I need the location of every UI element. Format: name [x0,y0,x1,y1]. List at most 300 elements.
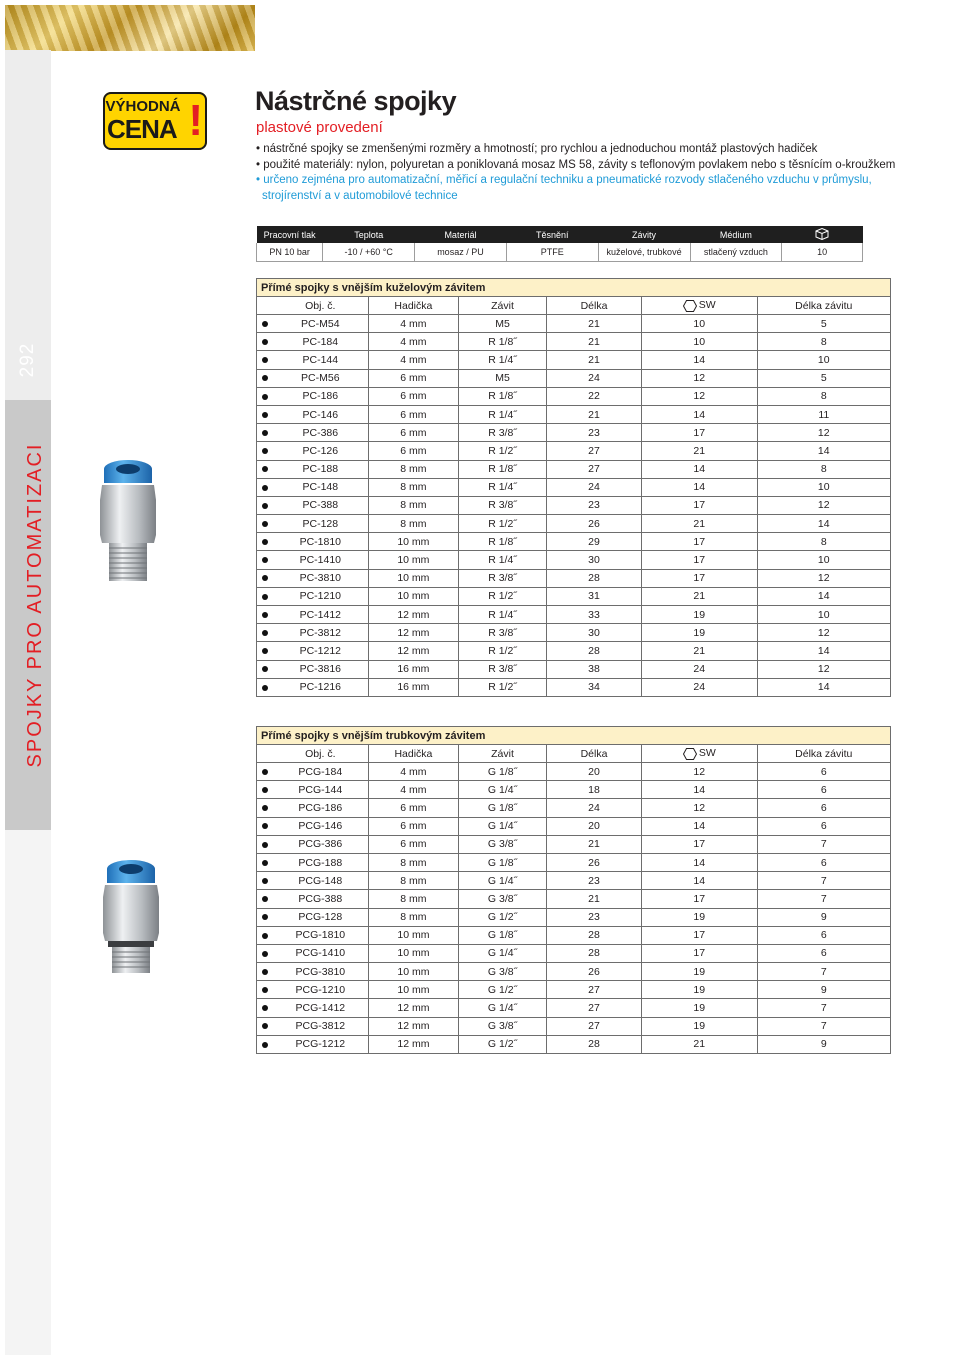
table-cell: 7 [757,1017,890,1035]
table-cell: 7 [757,963,890,981]
spec-header: Pracovní tlak [257,226,323,243]
bullet-icon [262,594,268,600]
table-cell: 12 mm [368,1017,458,1035]
table-cell: 17 [642,424,758,442]
table-row [257,405,891,423]
table-cell: 5 [757,369,890,387]
table-cell: 24 [547,369,642,387]
table-cell: 4 mm [368,351,458,369]
table-cell: 8 mm [368,496,458,514]
table-cell: PCG-188 [273,853,368,871]
table-row [257,908,891,926]
table-cell: 8 mm [368,515,458,533]
table-cell: 4 mm [368,763,458,781]
table-row [257,999,891,1017]
table-cell: 4 mm [368,781,458,799]
table-cell: 6 [757,944,890,962]
table-cell: 14 [757,678,890,696]
table-cell: PC-1410 [273,551,368,569]
table-cell: 10 mm [368,981,458,999]
bullet-icon [262,1005,268,1011]
table-cell: 16 mm [368,678,458,696]
spec-value: stlačený vzduch [690,243,782,262]
table-row [257,333,891,351]
bullet-icon [262,685,268,691]
table-row [257,835,891,853]
table-cell: 10 mm [368,944,458,962]
bullet-icon [262,339,268,345]
table-cell: PCG-186 [273,799,368,817]
table-cell: 18 [547,781,642,799]
table-row [257,478,891,496]
spec-header: Médium [690,226,782,243]
column-header: Závit [459,745,547,763]
table-cell: 24 [547,799,642,817]
table-cell: 6 mm [368,835,458,853]
table-cell: PC-128 [273,515,368,533]
table-cell: PCG-388 [273,890,368,908]
table-cell: 10 [757,551,890,569]
table-cell: PC-188 [273,460,368,478]
table-cell: 27 [547,999,642,1017]
column-header: SW [698,747,716,760]
bullet-icon [262,503,268,509]
table-cell: R 1/8˝ [458,387,546,405]
table-cell: R 1/2˝ [458,515,546,533]
table-row [257,642,891,660]
table-cell: PC-3812 [273,624,368,642]
table-row [257,587,891,605]
table-row [257,660,891,678]
bullet-icon [262,969,268,975]
table-cell: PCG-1810 [273,926,368,944]
bullet-icon [262,648,268,654]
table-cell: PC-144 [273,351,368,369]
table-cell: 21 [642,642,758,660]
table-cell: PCG-144 [273,781,368,799]
table-cell: 26 [547,853,642,871]
bullet-icon [262,878,268,884]
table-cell: 9 [757,1035,890,1053]
table-cell: 12 [642,799,758,817]
table-cell: R 3/8˝ [458,624,546,642]
table-cell: PC-1210 [273,587,368,605]
bullet-icon [262,466,268,472]
table-cell: 23 [547,496,642,514]
spec-header: Materiál [415,226,507,243]
table-cell: 7 [757,999,890,1017]
bullet-icon [262,1042,268,1048]
table-row [257,944,891,962]
table-cell: 34 [547,678,642,696]
logo-exclamation: ! [188,96,203,145]
table-cell: 21 [547,405,642,423]
table-cell: 30 [547,624,642,642]
table-row [257,551,891,569]
table-row [257,926,891,944]
table-cell: 19 [642,1017,758,1035]
table-cell: 21 [642,1035,758,1053]
bullet-icon [262,539,268,545]
table-caption-row [257,727,891,745]
table-cell: 8 [757,460,890,478]
table-row [257,872,891,890]
table-cell: PC-186 [273,387,368,405]
table-cell: R 1/2˝ [458,442,546,460]
column-header-sw [642,297,758,315]
table-cell: 12 [642,763,758,781]
table-cell: 10 [642,333,758,351]
table-cell: 12 mm [368,999,458,1017]
table-cell: 12 [757,624,890,642]
table-row [257,351,891,369]
table-cell: PC-184 [273,333,368,351]
table-cell: R 1/2˝ [458,642,546,660]
table-cell: 27 [547,1017,642,1035]
bullet-icon [262,412,268,418]
feature-item: • nástrčné spojky se zmenšenými rozměry a hmotností; pro rychlou a jednoduchou montáž plastových hadiček [256,143,818,155]
spec-value: PN 10 bar [257,243,323,262]
table-cell: PC-386 [273,424,368,442]
table-cell: 19 [642,624,758,642]
bullet-icon [262,896,268,902]
table-cell: PCG-386 [273,835,368,853]
conical-thread-fitting-image [97,455,159,585]
bullet-icon [262,787,268,793]
table-cell: PC-3816 [273,660,368,678]
column-header-sw [642,745,758,763]
table-cell: 26 [547,963,642,981]
bullet-icon [262,321,268,327]
table-cell: 12 [642,387,758,405]
table-row [257,1017,891,1035]
table-cell: 21 [547,315,642,333]
table-cell: 6 mm [368,369,458,387]
table-cell: 27 [547,442,642,460]
table-cell: 7 [757,835,890,853]
table-cell: 10 mm [368,926,458,944]
table-cell: 6 [757,817,890,835]
hexagon-icon [683,300,697,312]
table-cell: 7 [757,872,890,890]
table-cell: 8 mm [368,478,458,496]
table-cell: 20 [547,817,642,835]
table-cell: 10 [757,351,890,369]
table-row [257,890,891,908]
bullet-icon [262,448,268,454]
table-row [257,460,891,478]
table-row [257,624,891,642]
bullet-icon [262,430,268,436]
table-cell: 10 mm [368,587,458,605]
table-row [257,569,891,587]
table-cell: 21 [547,835,642,853]
table-cell: 12 [757,660,890,678]
table-caption-row [257,279,891,297]
spec-header: Těsnění [506,226,598,243]
table-row [257,817,891,835]
column-header: Délka [547,297,642,315]
feature-item: strojírenství a v automobilové technice [262,189,458,202]
side-band-bottom [5,830,51,1355]
spec-table [256,226,863,262]
table-row [257,963,891,981]
table-cell: G 1/8˝ [459,763,547,781]
table-cell: PCG-148 [273,872,368,890]
table-cell: 10 mm [368,533,458,551]
table-cell: 23 [547,908,642,926]
table-cell: G 1/4˝ [459,999,547,1017]
page-number: 292 [17,342,38,378]
table-cell: 9 [757,908,890,926]
bullet-icon [262,842,268,848]
table-cell: 4 mm [368,315,458,333]
table-cell: PC-1216 [273,678,368,696]
spec-value: mosaz / PU [415,243,507,262]
bullet-icon [262,1023,268,1029]
table-cell: 23 [547,872,642,890]
table-cell: G 3/8˝ [459,835,547,853]
table-cell: 28 [547,569,642,587]
table-cell: 12 [757,496,890,514]
table-cell: 14 [757,642,890,660]
table-cell: 14 [757,515,890,533]
table-cell: 10 [757,606,890,624]
table-row [257,678,891,696]
table-cell: 17 [642,569,758,587]
table-cell: 17 [642,496,758,514]
table-cell: PC-1412 [273,606,368,624]
table-cell: 12 mm [368,624,458,642]
table-cell: PC-1810 [273,533,368,551]
table-row [257,442,891,460]
table-cell: 14 [642,781,758,799]
table-row [257,424,891,442]
table-cell: 6 [757,853,890,871]
table-cell: 24 [547,478,642,496]
table-cell: G 1/4˝ [459,781,547,799]
table-cell: R 1/8˝ [458,333,546,351]
table-cell: 6 mm [368,387,458,405]
table-cell: 4 mm [368,333,458,351]
table-cell: 6 [757,926,890,944]
table-cell: 28 [547,926,642,944]
table-cell: 26 [547,515,642,533]
table-cell: 10 [642,315,758,333]
column-header: Délka [547,745,642,763]
table-cell: PCG-146 [273,817,368,835]
table-cell: 8 [757,333,890,351]
table-cell: PC-146 [273,405,368,423]
spec-value: -10 / +60 °C [323,243,415,262]
table-cell: 19 [642,981,758,999]
table-cell: G 1/8˝ [459,799,547,817]
feature-list [256,142,896,204]
table-cell: 8 mm [368,460,458,478]
table-cell: PCG-1412 [273,999,368,1017]
table-row [257,315,891,333]
table-cell: 21 [642,442,758,460]
bullet-icon [262,575,268,581]
table-row [257,799,891,817]
spec-header: Závity [598,226,690,243]
table-cell: R 1/4˝ [458,351,546,369]
table-cell: 6 [757,763,890,781]
table-row [257,496,891,514]
table-cell: 10 mm [368,569,458,587]
conical-thread-table [256,278,891,697]
table-cell: R 1/8˝ [458,460,546,478]
table-cell: PC-M56 [273,369,368,387]
table-cell: 14 [642,351,758,369]
table-cell: 6 mm [368,442,458,460]
table-cell: 12 mm [368,1035,458,1053]
table-cell: 14 [642,460,758,478]
section-title: SPOJKY PRO AUTOMATIZACI [24,442,46,768]
column-header: Závit [458,297,546,315]
table-cell: 8 mm [368,853,458,871]
table-cell: 8 [757,533,890,551]
spec-value-row [257,243,863,262]
table-cell: G 3/8˝ [459,1017,547,1035]
table-cell: G 1/2˝ [459,981,547,999]
table-cell: PCG-1212 [273,1035,368,1053]
table-cell: 14 [757,442,890,460]
logo-bottom-text: CENA [107,114,177,144]
table-cell: 12 mm [368,642,458,660]
feature-item: • určeno zejména pro automatizační, měřicí a regulační techniku a pneumatické rozvody stlačeného vzduchu v průmyslu, [256,174,872,186]
table-cell: 17 [642,551,758,569]
logo-top-text: VÝHODNÁ [105,98,181,115]
bullet-icon [262,521,268,527]
table-cell: 8 [757,387,890,405]
table-cell: 8 mm [368,890,458,908]
table-cell: 19 [642,963,758,981]
table-cell: 14 [642,872,758,890]
column-header: Hadička [368,745,458,763]
table-cell: 8 mm [368,872,458,890]
bullet-icon [262,933,268,939]
table-cell: 28 [547,1035,642,1053]
bullet-icon [262,914,268,920]
table-cell: 17 [642,926,758,944]
hexagon-icon [683,748,697,760]
table-cell: 31 [547,587,642,605]
table-cell: 14 [642,478,758,496]
table-cell: 17 [642,835,758,853]
table-cell: R 3/8˝ [458,569,546,587]
table-cell: 10 mm [368,551,458,569]
table-cell: 14 [642,817,758,835]
table-cell: 11 [757,405,890,423]
table-cell: 19 [642,999,758,1017]
table-cell: G 1/2˝ [459,908,547,926]
table-cell: G 3/8˝ [459,963,547,981]
table-cell: 10 mm [368,963,458,981]
table-cell: PCG-1210 [273,981,368,999]
table-row [257,763,891,781]
table-cell: G 1/4˝ [459,817,547,835]
column-header: Délka závitu [757,297,890,315]
table-cell: 5 [757,315,890,333]
table-cell: 21 [547,333,642,351]
bullet-icon [262,357,268,363]
column-header: Obj. č. [273,297,368,315]
bullet-icon [262,485,268,491]
table-cell: 24 [642,678,758,696]
table-cell: 20 [547,763,642,781]
table-cell: 14 [642,853,758,871]
parallel-thread-fitting-image [100,855,162,975]
table-cell: R 1/4˝ [458,606,546,624]
table-cell: PC-M54 [273,315,368,333]
table-cell: 6 mm [368,799,458,817]
column-header: Délka závitu [757,745,890,763]
table-cell: 21 [547,890,642,908]
vyhodna-cena-logo [103,92,207,150]
table-cell: 29 [547,533,642,551]
table-cell: 33 [547,606,642,624]
table-cell: PC-126 [273,442,368,460]
table-row [257,387,891,405]
table-cell: R 1/8˝ [458,533,546,551]
table-cell: 17 [642,890,758,908]
table-cell: 24 [642,660,758,678]
table-cell: 14 [642,405,758,423]
table-cell: M5 [458,369,546,387]
table-row [257,533,891,551]
table-cell: 12 [642,369,758,387]
table-cell: 28 [547,944,642,962]
table-cell: PCG-128 [273,908,368,926]
column-header: Hadička [368,297,458,315]
table-cell: R 1/4˝ [458,405,546,423]
table-cell: 6 mm [368,405,458,423]
table-cell: 21 [547,351,642,369]
column-header: SW [698,299,716,312]
table-cell: 21 [642,587,758,605]
table-cell: 27 [547,460,642,478]
table-cell: 12 [757,569,890,587]
bullet-icon [262,394,268,400]
bullet-icon [262,557,268,563]
table-cell: R 1/4˝ [458,551,546,569]
table-cell: PC-388 [273,496,368,514]
table-cell: 17 [642,944,758,962]
spec-header: Teplota [323,226,415,243]
table-cell: G 1/8˝ [459,853,547,871]
page-title: Nástrčné spojky [255,86,457,116]
table-cell: 19 [642,908,758,926]
table-cell: R 1/2˝ [458,587,546,605]
column-header: Obj. č. [273,745,368,763]
table-cell: 12 [757,424,890,442]
spec-value: 10 [782,243,863,262]
bullet-icon [262,666,268,672]
spec-value: kuželové, trubkové [598,243,690,262]
table-caption: Přímé spojky s vnějším trubkovým závitem [257,727,891,745]
table-row [257,369,891,387]
table-row [257,853,891,871]
table-cell: R 1/2˝ [458,678,546,696]
bullet-icon [262,769,268,775]
table-cell: R 3/8˝ [458,660,546,678]
table-cell: 9 [757,981,890,999]
table-cell: 6 [757,799,890,817]
table-cell: 6 mm [368,817,458,835]
table-row [257,981,891,999]
table-cell: 28 [547,642,642,660]
